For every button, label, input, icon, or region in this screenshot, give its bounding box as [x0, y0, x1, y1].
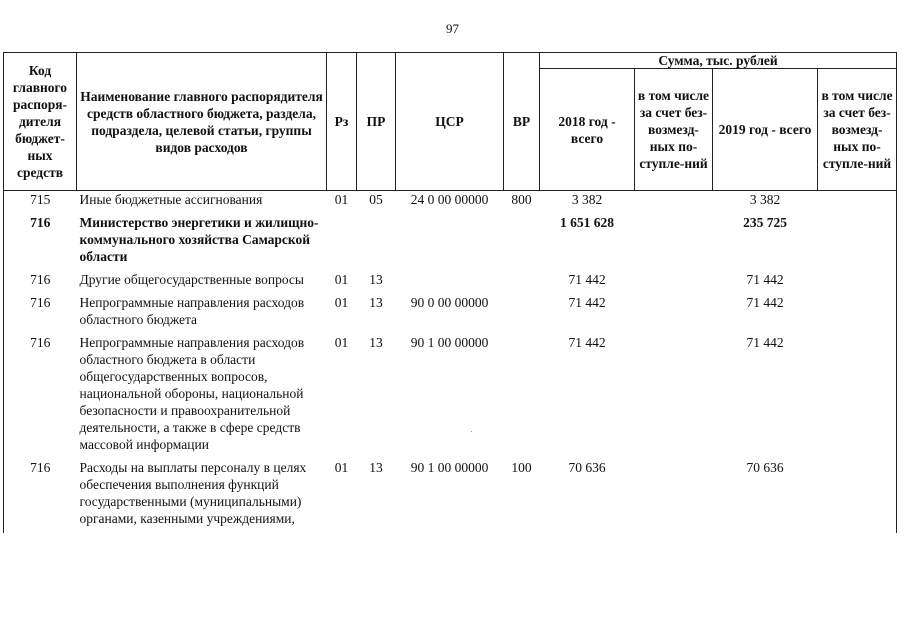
cell-code: 716 [4, 214, 77, 271]
cell-vr [504, 214, 540, 271]
header-name: Наименование главного распорядителя средств областного бюджета, раздела, подраздела, целевой статьи, группы видов расходов [77, 53, 327, 191]
cell-pr: 13 [369, 295, 383, 310]
cell-rz [327, 214, 357, 271]
header-sum-title: Сумма, тыс. рублей [540, 53, 897, 69]
cell-sum-2019: 3 382 [749, 192, 781, 207]
header-total-2018: 2018 год - всего [540, 69, 635, 191]
cell-incl-2019 [818, 334, 897, 459]
cell-sum-2018: 3 382 [571, 192, 603, 207]
table-row [4, 459, 897, 533]
cell-incl-2018 [635, 191, 713, 215]
cell-sum-2018: 70 636 [568, 460, 606, 475]
cell-incl-2018 [635, 271, 713, 294]
cell-pr [357, 214, 396, 271]
cell-code: 716 [4, 294, 77, 334]
cell-sum-2018: 71 442 [568, 335, 606, 350]
header-vr: ВР [504, 53, 540, 191]
cell-rz: 01 [334, 460, 349, 475]
cell-name: Министерство энергетики и жилищно-коммунального хозяйства Самарской области [79, 215, 319, 264]
cell-rz: 01 [334, 335, 349, 350]
cell-sum-2019: 71 442 [746, 335, 784, 350]
cell-incl-2019 [818, 214, 897, 271]
page-number: 97 [446, 21, 459, 36]
cell-sum-2019: 71 442 [746, 272, 784, 287]
table-row [4, 334, 897, 459]
cell-incl-2018 [635, 214, 713, 271]
table-row [4, 191, 897, 215]
cell-pr: 13 [369, 272, 383, 287]
cell-name: Непрограммные направления расходов областного бюджета в области общегосударственных вопросов, национальной обороны, национальной безопасности и правоохранительной деятельности, а также в сфере средств массовой информации [79, 335, 305, 452]
cell-rz: 01 [334, 272, 349, 287]
cell-name: Непрограммные направления расходов областного бюджета [79, 295, 305, 327]
cell-csr: 90 1 00 00000 [410, 335, 489, 350]
cell-code: 715 [4, 191, 77, 215]
cell-vr [504, 294, 540, 334]
cell-csr: 24 0 00 00000 [410, 192, 489, 207]
table-row [4, 294, 897, 334]
cell-pr: 13 [369, 335, 383, 350]
cell-code: 716 [4, 271, 77, 294]
cell-vr [504, 271, 540, 294]
cell-vr: 800 [511, 192, 532, 207]
table-row [4, 271, 897, 294]
header-rz: Рз [327, 53, 357, 191]
cell-pr: 13 [369, 460, 383, 475]
header-incl-2019: в том числе за счет без-возмезд-ных по-ступле-ний [818, 69, 897, 191]
cell-incl-2018 [635, 459, 713, 533]
cell-incl-2018 [635, 334, 713, 459]
table-row [4, 214, 897, 271]
header-code: Код главного распоря-дителя бюджет-ных средств [4, 53, 77, 191]
cell-csr: 90 1 00 00000 [410, 460, 489, 475]
cell-pr: 05 [369, 192, 383, 207]
cell-incl-2019 [818, 294, 897, 334]
cell-incl-2018 [635, 294, 713, 334]
scan-speck [471, 431, 472, 432]
cell-name: Расходы на выплаты персоналу в целях обеспечения выполнения функций государственными (муниципальными) органами, казенными учреждениями, [79, 460, 307, 526]
cell-sum-2018: 1 651 628 [560, 215, 614, 230]
cell-rz: 01 [334, 295, 349, 310]
cell-vr [504, 334, 540, 459]
cell-incl-2019 [818, 271, 897, 294]
cell-code: 716 [4, 334, 77, 459]
cell-sum-2019: 235 725 [743, 215, 787, 230]
header-pr: ПР [357, 53, 396, 191]
table-header [4, 53, 897, 191]
cell-vr: 100 [511, 460, 532, 475]
cell-csr [396, 271, 504, 294]
cell-csr: 90 0 00 00000 [410, 295, 489, 310]
cell-sum-2019: 70 636 [746, 460, 784, 475]
cell-name: Иные бюджетные ассигнования [79, 192, 263, 207]
cell-sum-2018: 71 442 [568, 272, 606, 287]
header-total-2019: 2019 год - всего [713, 69, 818, 191]
cell-incl-2019 [818, 459, 897, 533]
cell-sum-2019: 71 442 [746, 295, 784, 310]
header-incl-2018: в том числе за счет без-возмезд-ных по-ступле-ний [635, 69, 713, 191]
header-csr: ЦСР [396, 53, 504, 191]
cell-incl-2019 [818, 191, 897, 215]
budget-table [3, 52, 897, 533]
cell-name: Другие общегосударственные вопросы [79, 272, 304, 287]
cell-sum-2018: 71 442 [568, 295, 606, 310]
cell-csr [396, 214, 504, 271]
cell-rz: 01 [334, 192, 349, 207]
table-body [4, 191, 897, 534]
cell-code: 716 [4, 459, 77, 533]
